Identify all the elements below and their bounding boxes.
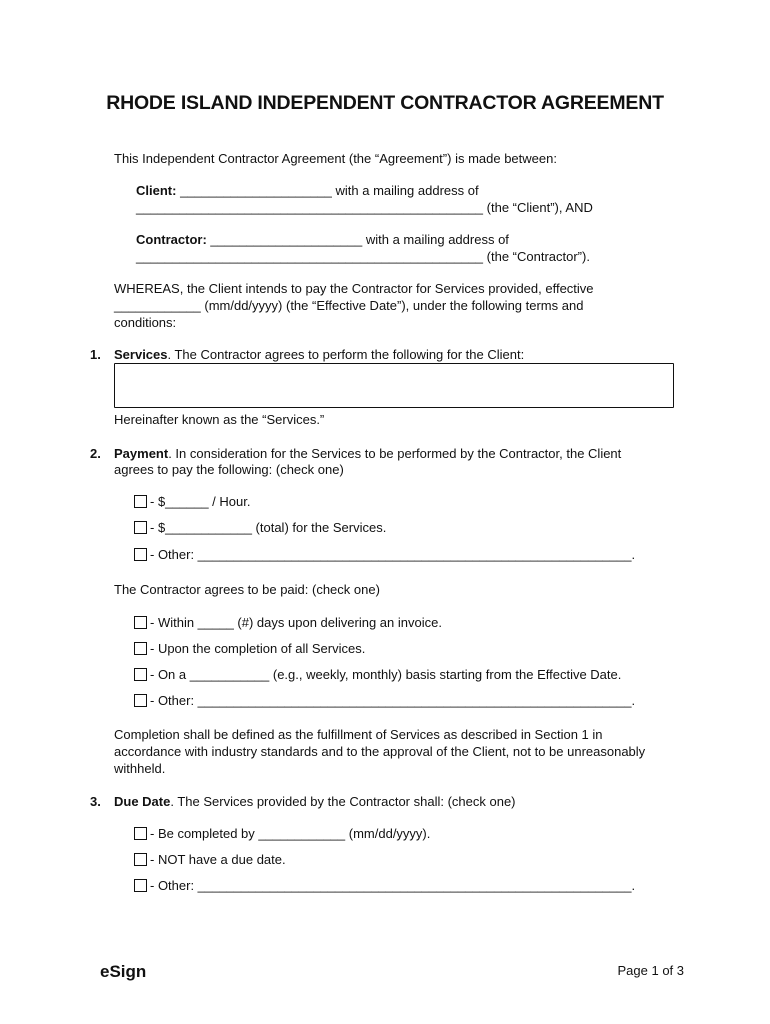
contractor-address-field[interactable]: ________________________________________________ (the “Contractor”). xyxy=(136,249,590,264)
client-label: Client: xyxy=(136,183,177,198)
services-known-as: Hereinafter known as the “Services.” xyxy=(114,412,325,427)
contractor-line-1 xyxy=(136,232,509,248)
payment-option-total xyxy=(134,520,386,535)
due-option-label: - Other: ____________________________________________________________. xyxy=(150,878,636,893)
paid-option-label: - On a ___________ (e.g., weekly, monthly) basis starting from the Effective Date. xyxy=(150,667,622,682)
section-2-heading: Payment xyxy=(114,446,169,461)
completion-line-2: accordance with industry standards and to the approval of the Client, not to be unreasonably xyxy=(114,744,646,759)
section-3-heading: Due Date xyxy=(114,794,171,809)
section-1-heading-line xyxy=(114,347,524,363)
paid-option-label: - Upon the completion of all Services. xyxy=(150,641,366,656)
checkbox[interactable] xyxy=(134,642,147,655)
due-option-none xyxy=(134,852,286,867)
due-option-other xyxy=(134,878,635,893)
section-1-number: 1. xyxy=(90,347,101,362)
section-2-text: . In consideration for the Services to be performed by the Contractor, the Client xyxy=(168,446,622,461)
completion-line-1: Completion shall be defined as the fulfillment of Services as described in Section 1 in xyxy=(114,727,603,742)
paid-intro: The Contractor agrees to be paid: (check one) xyxy=(114,582,380,597)
due-option-label: - Be completed by ____________ (mm/dd/yyyy). xyxy=(150,826,431,841)
section-3-number: 3. xyxy=(90,794,101,809)
checkbox[interactable] xyxy=(134,827,147,840)
checkbox[interactable] xyxy=(134,521,147,534)
services-text-box[interactable] xyxy=(114,363,674,408)
payment-option-label: - Other: ____________________________________________________________. xyxy=(150,547,636,562)
client-name-field[interactable]: _____________________ with a mailing address of xyxy=(176,183,479,198)
checkbox[interactable] xyxy=(134,616,147,629)
checkbox[interactable] xyxy=(134,495,147,508)
section-3-text: . The Services provided by the Contractor shall: (check one) xyxy=(170,794,516,809)
paid-option-other xyxy=(134,693,635,708)
checkbox[interactable] xyxy=(134,694,147,707)
whereas-line-3: conditions: xyxy=(114,315,177,330)
section-2-line-2: agrees to pay the following: (check one) xyxy=(114,462,344,477)
whereas-line-1: WHEREAS, the Client intends to pay the Contractor for Services provided, effective xyxy=(114,281,594,296)
paid-option-label: - Within _____ (#) days upon delivering an invoice. xyxy=(150,615,442,630)
page-number: Page 1 of 3 xyxy=(617,963,684,978)
paid-option-label: - Other: ____________________________________________________________. xyxy=(150,693,636,708)
payment-option-hourly xyxy=(134,494,250,509)
checkbox[interactable] xyxy=(134,879,147,892)
payment-option-other xyxy=(134,547,635,562)
payment-option-label: - $______ / Hour. xyxy=(150,494,251,509)
paid-option-completion xyxy=(134,641,365,656)
paid-option-invoice xyxy=(134,615,442,630)
client-address-field[interactable]: ________________________________________________ (the “Client”), AND xyxy=(136,200,593,215)
contractor-label: Contractor: xyxy=(136,232,207,247)
checkbox[interactable] xyxy=(134,668,147,681)
document-title: RHODE ISLAND INDEPENDENT CONTRACTOR AGREEMENT xyxy=(106,92,664,114)
payment-option-label: - $____________ (total) for the Services. xyxy=(150,520,387,535)
contractor-name-field[interactable]: _____________________ with a mailing address of xyxy=(206,232,509,247)
section-1-heading: Services xyxy=(114,347,168,362)
section-2-number: 2. xyxy=(90,446,101,461)
due-option-label: - NOT have a due date. xyxy=(150,852,286,867)
checkbox[interactable] xyxy=(134,853,147,866)
section-2-heading-line xyxy=(114,446,621,462)
section-1-text: . The Contractor agrees to perform the following for the Client: xyxy=(167,347,525,362)
intro-text: This Independent Contractor Agreement (the “Agreement”) is made between: xyxy=(114,151,557,166)
section-3-heading-line xyxy=(114,794,516,810)
effective-date-field[interactable]: ____________ (mm/dd/yyyy) (the “Effective Date”), under the following terms and xyxy=(114,298,584,313)
esign-logo: eSign xyxy=(100,962,147,981)
due-option-date xyxy=(134,826,430,841)
checkbox[interactable] xyxy=(134,548,147,561)
client-line-1 xyxy=(136,183,479,199)
completion-line-3: withheld. xyxy=(114,761,166,776)
paid-option-periodic xyxy=(134,667,621,682)
